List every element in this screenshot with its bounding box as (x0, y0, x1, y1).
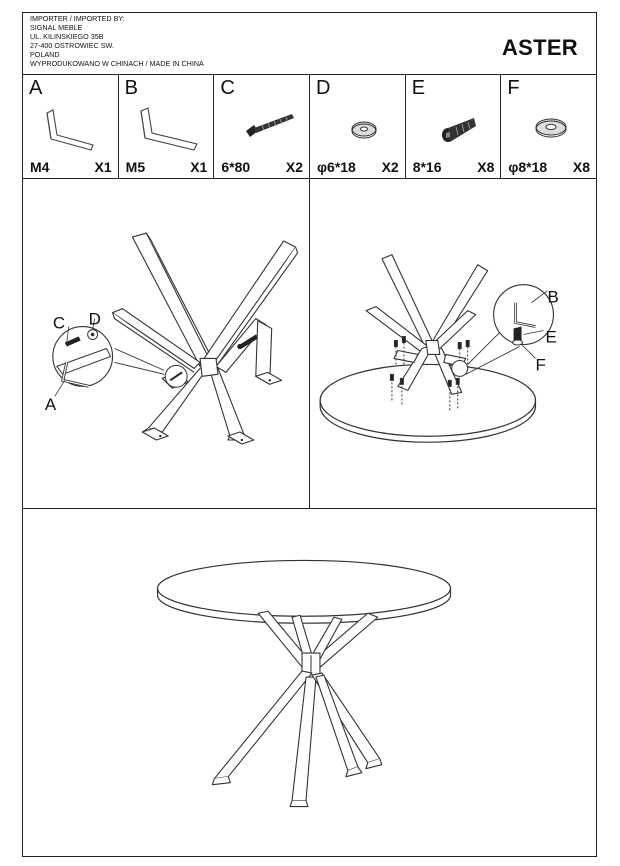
callout-a: A (44, 395, 57, 415)
callout-e: E (544, 327, 557, 347)
callout-c: C (52, 313, 66, 333)
part-f (501, 75, 596, 178)
callout-f: F (535, 355, 546, 375)
washer-icon (318, 101, 398, 153)
long-bolt-icon (222, 101, 302, 153)
part-qty: X8 (572, 159, 591, 175)
part-letter: E (411, 77, 426, 99)
short-bolt-icon (414, 101, 494, 153)
part-spec: M4 (30, 159, 50, 175)
frame-assembly-illustration (23, 179, 309, 508)
assembled-table-illustration (23, 509, 596, 856)
part-qty: X1 (190, 159, 208, 175)
importer-line: WYPRODUKOWANO W CHINACH / MADE IN CHINA (30, 59, 204, 68)
washer-icon (509, 101, 589, 153)
part-qty: X1 (94, 159, 112, 175)
part-letter: D (316, 77, 331, 99)
assembly-steps (23, 179, 596, 509)
part-c (214, 75, 310, 178)
part-qty: X8 (477, 159, 495, 175)
part-a (23, 75, 119, 178)
callout-b: B (546, 287, 559, 307)
part-qty: X2 (285, 159, 304, 175)
importer-line: POLAND (30, 50, 60, 59)
top-attachment-illustration (310, 179, 597, 508)
step-1-panel (23, 179, 310, 508)
importer-line: SIGNAL MEBLE (30, 23, 83, 32)
part-spec: 6*80 (221, 159, 251, 175)
assembled-table-panel (23, 509, 596, 856)
part-letter: F (507, 77, 520, 99)
importer-info (30, 14, 310, 68)
part-spec: M5 (125, 159, 146, 175)
part-d (310, 75, 406, 178)
product-title: ASTER (501, 35, 578, 60)
step-2-panel (310, 179, 597, 508)
header (23, 13, 596, 75)
callout-d: D (88, 309, 101, 329)
part-b (119, 75, 215, 178)
parts-list (23, 75, 596, 179)
part-letter: B (124, 77, 139, 99)
part-letter: C (220, 77, 235, 99)
importer-line: IMPORTER / IMPORTED BY: (30, 14, 125, 23)
allen-key-icon (31, 101, 111, 153)
part-spec: 8*16 (412, 159, 442, 175)
part-letter: A (29, 77, 43, 99)
allen-key-icon (127, 101, 207, 153)
part-qty: X2 (381, 159, 399, 175)
importer-line: UL. KILINSKIEGO 35B (30, 32, 104, 41)
part-spec: φ8*18 (508, 159, 548, 175)
part-e (406, 75, 502, 178)
assembly-sheet (22, 12, 597, 857)
importer-line: 27-400 OSTROWIEC SW. (30, 41, 114, 50)
part-spec: φ6*18 (317, 159, 356, 175)
